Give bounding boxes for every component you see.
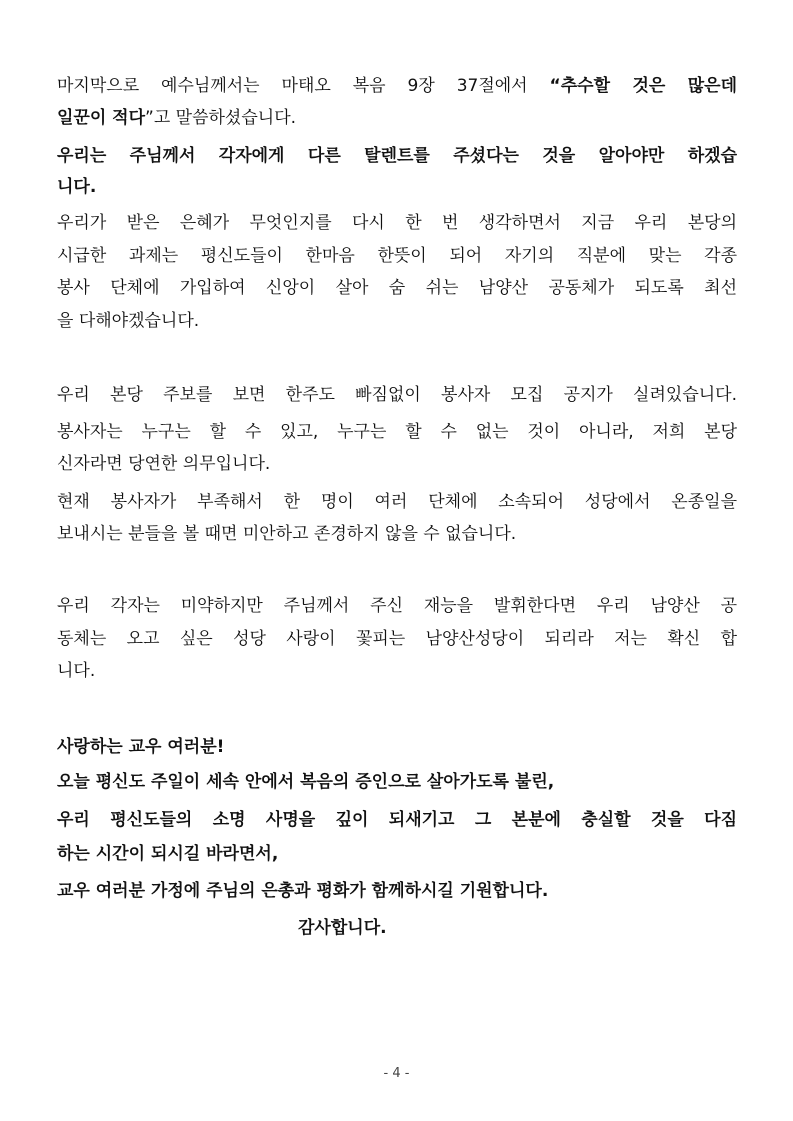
paragraph-8-greeting: 사랑하는 교우 여러분! — [57, 737, 225, 757]
paragraph-1-line-2 — [57, 107, 737, 129]
paragraph-2-line-1: 우리는 주님께서 각자에게 다른 탈렌트를 주셨다는 것을 알아야만 하겠습 — [57, 146, 737, 166]
paragraph-5-line-1: 봉사자는 누구는 할 수 있고, 누구는 할 수 없는 것이 아니라, 저희 본당 — [57, 422, 737, 442]
paragraph-6-line-1: 현재 봉사자가 부족해서 한 명이 여러 단체에 소속되어 성당에서 온종일을 — [57, 492, 737, 512]
paragraph-1-text: 마지막으로 예수님께서는 마태오 복음 9장 37절에서 — [57, 76, 550, 96]
paragraph-2-line-2: 니다. — [57, 177, 97, 197]
paragraph-4-line-1: 우리 본당 주보를 보면 한주도 빠짐없이 봉사자 모집 공지가 실려있습니다. — [57, 385, 737, 405]
paragraph-8-line-4: 하는 시간이 되시길 바라면서, — [57, 844, 279, 864]
paragraph-3-line-4: 을 다해야겠습니다. — [57, 311, 200, 331]
paragraph-8-line-5: 교우 여러분 가정에 주님의 은총과 평화가 함께하시길 기원합니다. — [57, 881, 549, 901]
paragraph-1-line-1 — [57, 75, 737, 97]
paragraph-1-quote-end: 일꾼이 적다 — [57, 108, 146, 128]
paragraph-7-line-3: 니다. — [57, 661, 96, 681]
paragraph-8-line-3: 우리 평신도들의 소명 사명을 깊이 되새기고 그 본분에 충실할 것을 다짐 — [57, 810, 737, 830]
paragraph-3-line-1: 우리가 받은 은혜가 무엇인지를 다시 한 번 생각하면서 지금 우리 본당의 — [57, 213, 737, 233]
paragraph-7-line-2: 동체는 오고 싶은 성당 사랑이 꽃피는 남양산성당이 되리라 저는 확신 합 — [57, 629, 737, 649]
paragraph-7-line-1: 우리 각자는 미약하지만 주님께서 주신 재능을 발휘한다면 우리 남양산 공 — [57, 596, 737, 616]
paragraph-3-line-2: 시급한 과제는 평신도들이 한마음 한뜻이 되어 자기의 직분에 맞는 각종 — [57, 246, 737, 266]
paragraph-5-line-2: 신자라면 당연한 의무입니다. — [57, 454, 271, 474]
closing-thanks: 감사합니다. — [298, 918, 387, 938]
paragraph-1-text-end: ”고 말씀하셨습니다. — [145, 108, 297, 128]
paragraph-3-line-3: 봉사 단체에 가입하여 신앙이 살아 숨 쉬는 남양산 공동체가 되도록 최선 — [57, 278, 737, 298]
paragraph-8-line-2: 오늘 평신도 주일이 세속 안에서 복음의 증인으로 살아가도록 불린, — [57, 772, 555, 792]
paragraph-1-quote: “추수할 것은 많은데 — [549, 76, 738, 96]
paragraph-6-line-2: 보내시는 분들을 볼 때면 미안하고 존경하지 않을 수 없습니다. — [57, 524, 517, 544]
page-number: - 4 - — [383, 1066, 410, 1081]
